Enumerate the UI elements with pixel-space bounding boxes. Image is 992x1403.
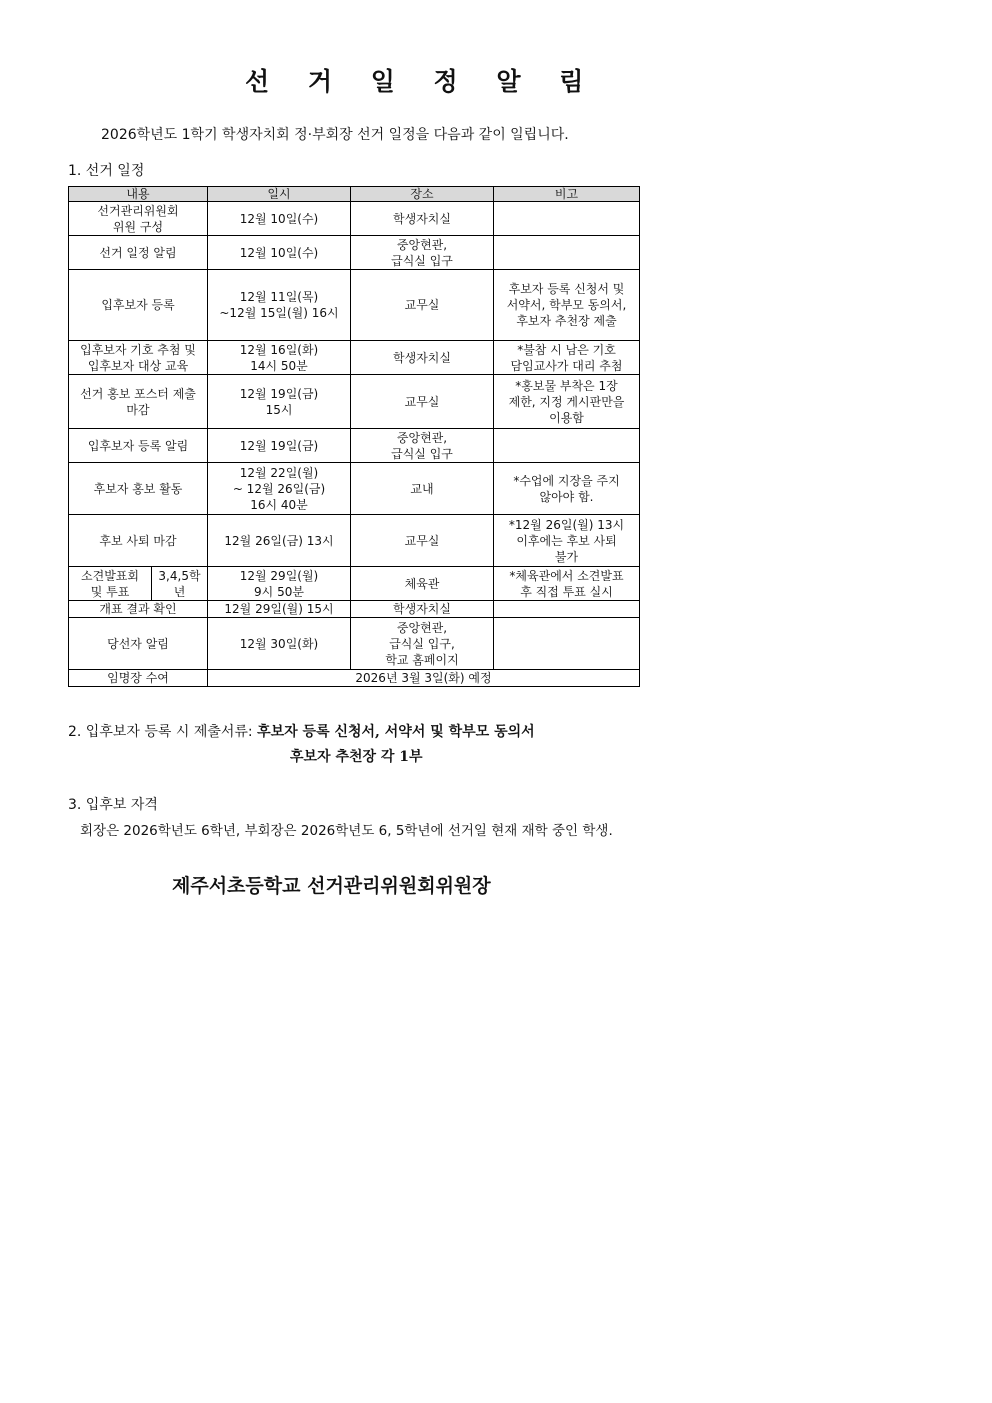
cell-note <box>494 567 640 601</box>
cell-date-line: ~12월 15일(월) 16시 <box>219 306 339 320</box>
header-date: 일시 <box>208 187 351 202</box>
cell-content-line: 소견발표회 <box>81 568 139 583</box>
cell-content <box>69 618 208 670</box>
cell-place <box>351 341 494 375</box>
cell-note <box>494 429 640 463</box>
cell-date-line: 14시 50분 <box>250 358 308 373</box>
cell-date <box>208 429 351 463</box>
cell-note-line: *수업에 지장을 주지 <box>513 473 620 488</box>
cell-date-line: 12월 19일(금) <box>239 386 319 401</box>
cell-content-line: 선거 홍보 포스터 제출 <box>80 386 196 401</box>
cell-note-line: 제한, 지정 게시판만을 <box>508 394 625 409</box>
cell-note-line: *체육관에서 소견발표 <box>509 568 624 583</box>
cell-note <box>494 618 640 670</box>
cell-note-line: 않아야 함. <box>539 489 594 504</box>
cell-note <box>494 341 640 375</box>
cell-place <box>351 236 494 270</box>
cell-note-line: 후보자 추천장 제출 <box>516 314 617 328</box>
cell-note-line: 서약서, 학부모 동의서, <box>506 298 627 312</box>
cell-place-line: 교무실 <box>404 298 440 312</box>
cell-place <box>351 202 494 236</box>
cell-content-line: 선거관리위원회 <box>97 203 179 218</box>
cell-place-line: 학교 홈페이지 <box>385 652 459 667</box>
cell-note <box>494 463 640 515</box>
cell-place-line: 급식실 입구 <box>391 253 453 268</box>
table-row <box>69 463 640 515</box>
schedule-table <box>68 186 640 687</box>
table-header-row <box>69 187 640 202</box>
cell-date-line: 15시 <box>265 402 293 417</box>
table-row <box>69 270 640 341</box>
header-place: 장소 <box>351 187 494 202</box>
cell-date-line: 9시 50분 <box>254 584 304 599</box>
cell-date-line: 12월 30일(화) <box>239 636 319 651</box>
cell-content-line: 입후보자 등록 <box>101 298 175 312</box>
cell-date-line: 12월 16일(화) <box>239 342 319 357</box>
cell-date <box>208 341 351 375</box>
cell-content <box>69 236 208 270</box>
cell-place-line: 교무실 <box>404 394 440 409</box>
cell-date <box>208 202 351 236</box>
cell-date: 12월 29일(월) 15시 <box>208 601 351 618</box>
cell-content-line: 및 투표 <box>90 584 130 599</box>
header-note: 비고 <box>494 187 640 202</box>
section2-line1 <box>68 721 535 741</box>
cell-note-line: *12월 26일(월) 13시 <box>508 517 625 532</box>
cell-place-line: 체육관 <box>404 576 440 591</box>
cell-date-line: 12월 29일(월) <box>239 568 319 583</box>
cell-place-line: 학생자치실 <box>393 350 451 365</box>
cell-content-line: 후보 사퇴 마감 <box>99 533 177 548</box>
cell-date <box>208 375 351 429</box>
section2-documents: 후보자 등록 신청서, 서약서 및 학부모 동의서 <box>257 724 535 740</box>
cell-note-line: *불참 시 남은 기호 <box>517 342 616 357</box>
table-row <box>69 341 640 375</box>
intro-text: 2026학년도 1학기 학생자치회 정·부회장 선거 일정을 다음과 같이 일립니다. <box>101 127 569 143</box>
cell-date <box>208 567 351 601</box>
cell-date-line: 12월 22일(월) <box>239 465 319 480</box>
cell-place-line: 학생자치실 <box>393 211 451 226</box>
cell-date-line: 12월 11일(목) <box>239 290 319 304</box>
cell-note-line: 담임교사가 대리 추첨 <box>510 358 623 373</box>
table-row-vote <box>69 567 640 601</box>
cell-content: 임명장 수여 <box>69 670 208 687</box>
table-row <box>69 515 640 567</box>
cell-date <box>208 236 351 270</box>
header-content: 내용 <box>69 187 208 202</box>
cell-content <box>69 341 208 375</box>
cell-note-line: 불가 <box>554 549 579 564</box>
cell-place-line: 중앙현관, <box>396 620 448 635</box>
section2-prefix: 2. 입후보자 등록 시 제출서류: <box>68 724 258 740</box>
cell-place <box>351 270 494 341</box>
page-title: 선 거 일 정 알 림 <box>245 67 599 96</box>
cell-note-line: 이후에는 후보 사퇴 <box>516 533 617 548</box>
table-row <box>69 202 640 236</box>
cell-content-line: 당선자 알림 <box>107 636 169 651</box>
cell-note <box>494 270 640 341</box>
table-row <box>69 236 640 270</box>
cell-grades: 3,4,5학년 <box>152 567 208 601</box>
cell-place <box>351 429 494 463</box>
cell-content <box>69 567 152 601</box>
cell-place-line: 급식실 입구, <box>389 636 455 651</box>
cell-place-line: 중앙현관, <box>396 430 448 445</box>
cell-note <box>494 202 640 236</box>
cell-place <box>351 567 494 601</box>
cell-note <box>494 601 640 618</box>
cell-note-line: 이용함 <box>549 410 584 425</box>
table-row-count <box>69 601 640 618</box>
cell-date-line: 12월 10일(수) <box>239 211 319 226</box>
cell-note <box>494 375 640 429</box>
cell-content <box>69 515 208 567</box>
cell-place <box>351 463 494 515</box>
cell-content-line: 후보자 홍보 활동 <box>93 481 183 496</box>
cell-date <box>208 515 351 567</box>
cell-content-line: 선거 일정 알림 <box>99 245 177 260</box>
table-row-winner <box>69 618 640 670</box>
cell-date: 2026년 3월 3일(화) 예정 <box>208 670 640 687</box>
cell-content-line: 입후보자 등록 알림 <box>87 438 189 453</box>
cell-note <box>494 236 640 270</box>
cell-content-line: 마감 <box>126 402 150 417</box>
cell-content <box>69 202 208 236</box>
table-row <box>69 429 640 463</box>
signature: 제주서초등학교 선거관리위원회위원장 <box>172 875 491 897</box>
cell-content <box>69 375 208 429</box>
section3-heading: 3. 입후보 자격 <box>68 797 158 813</box>
cell-content <box>69 270 208 341</box>
section3-body: 회장은 2026학년도 6학년, 부회장은 2026학년도 6, 5학년에 선거일 현재 재학 중인 학생. <box>80 823 613 839</box>
cell-date-line: 16시 40분 <box>250 497 308 512</box>
cell-place-line: 교무실 <box>404 533 440 548</box>
cell-note-line: 후보자 등록 신청서 및 <box>508 282 625 296</box>
cell-place <box>351 515 494 567</box>
cell-date <box>208 463 351 515</box>
cell-note-line: 후 직접 투표 실시 <box>520 584 613 599</box>
cell-content: 개표 결과 확인 <box>69 601 208 618</box>
cell-date-line: 12월 19일(금) <box>239 438 319 453</box>
cell-content <box>69 463 208 515</box>
section2-recommendation: 후보자 추천장 각 1부 <box>290 749 423 765</box>
cell-content <box>69 429 208 463</box>
cell-place: 학생자치실 <box>351 601 494 618</box>
cell-note-line: *홍보물 부착은 1장 <box>515 378 618 393</box>
table-row-appointment <box>69 670 640 687</box>
cell-date-line: ~ 12월 26일(금) <box>232 481 326 496</box>
cell-content-line: 입후보자 기호 추첨 및 <box>80 342 196 357</box>
cell-place <box>351 618 494 670</box>
cell-date-line: 12월 26일(금) 13시 <box>224 533 334 548</box>
cell-date-line: 12월 10일(수) <box>239 245 319 260</box>
section2-line2 <box>290 746 423 766</box>
cell-place-line: 교내 <box>410 481 434 496</box>
cell-date <box>208 618 351 670</box>
cell-place <box>351 375 494 429</box>
cell-note <box>494 515 640 567</box>
cell-content-line: 위원 구성 <box>112 219 164 234</box>
cell-date <box>208 270 351 341</box>
table-row <box>69 375 640 429</box>
cell-place-line: 중앙현관, <box>396 237 448 252</box>
cell-place-line: 급식실 입구 <box>391 446 453 461</box>
cell-content-line: 입후보자 대상 교육 <box>87 358 189 373</box>
section1-heading: 1. 선거 일정 <box>68 163 145 179</box>
